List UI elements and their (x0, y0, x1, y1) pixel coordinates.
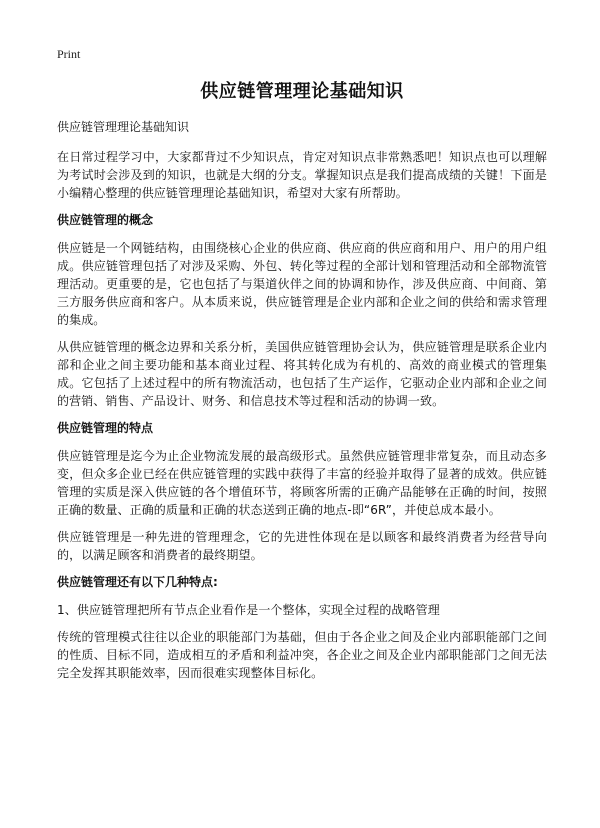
print-link[interactable]: Print (57, 47, 81, 61)
section-heading-more-features: 供应链管理还有以下几种特点: (57, 575, 218, 589)
document-page (57, 0, 547, 828)
section-heading-features: 供应链管理的特点 (57, 421, 154, 435)
article-body (57, 148, 547, 691)
concept-paragraph-2: 从供应链管理的概念边界和关系分析，美国供应链管理协会认为，供应链管理是联系企业内部和企业之间主要功能和基本商业过程、将其转化成为有机的、高效的商业模式的管理集成。它包括了上述过程中的所有物流活动，也包括了生产运作，它驱动企业内部和企业之间的营销、销售、产品设计、财务、和信息技术等过程和活动的协调一致。 (57, 340, 547, 408)
features-paragraph-2: 供应链管理是一种先进的管理理念，它的先进性体现在是以顾客和最终消费者为经营导向的，以满足顾客和消费者的最终期望。 (57, 530, 547, 562)
intro-paragraph: 在日常过程学习中，大家都背过不少知识点，肯定对知识点非常熟悉吧！知识点也可以理解为考试时会涉及到的知识，也就是大纲的分支。掌握知识点是我们提高成绩的关键！下面是小编精心整理的供应链管理理论基础知识，希望对大家有所帮助。 (57, 150, 547, 200)
concept-paragraph-1: 供应链是一个网链结构，由围绕核心企业的供应商、供应商的供应商和用户、用户的用户组成。供应链管理包括了对涉及采购、外包、转化等过程的全部计划和管理活动和全部物流管理活动。更重要的是，它也包括了与渠道伙伴之间的协调和协作，涉及供应商、中间商、第三方服务供应商和客户。从本质来说，供应链管理是企业内部和企业之间的供给和需求管理的集成。 (57, 241, 547, 327)
page-title: 供应链管理理论基础知识 (200, 81, 404, 102)
more-features-paragraph-2: 传统的管理模式往往以企业的职能部门为基础，但由于各企业之间及企业内部职能部门之间的性质、目标不同，造成相互的矛盾和利益冲突，各企业之间及企业内部职能部门之间无法完全发挥其职能效率，因而很难实现整体目标化。 (57, 630, 547, 680)
section-heading-concept: 供应链管理的概念 (57, 213, 154, 227)
features-paragraph-1: 供应链管理是迄今为止企业物流发展的最高级形式。虽然供应链管理非常复杂，而且动态多变，但众多企业已经在供应链管理的实践中获得了丰富的经验并取得了显著的成效。供应链管理的实质是深入供应链的各个增值环节，将顾客所需的正确产品能够在正确的时间，按照正确的数量、正确的质量和正确的状态送到正确的地点-即“6R”，并使总成本最小。 (57, 449, 547, 517)
more-features-paragraph-1: 1、供应链管理把所有节点企业看作是一个整体，实现全过程的战略管理 (57, 603, 440, 617)
document-subtitle: 供应链管理理论基础知识 (57, 120, 190, 134)
